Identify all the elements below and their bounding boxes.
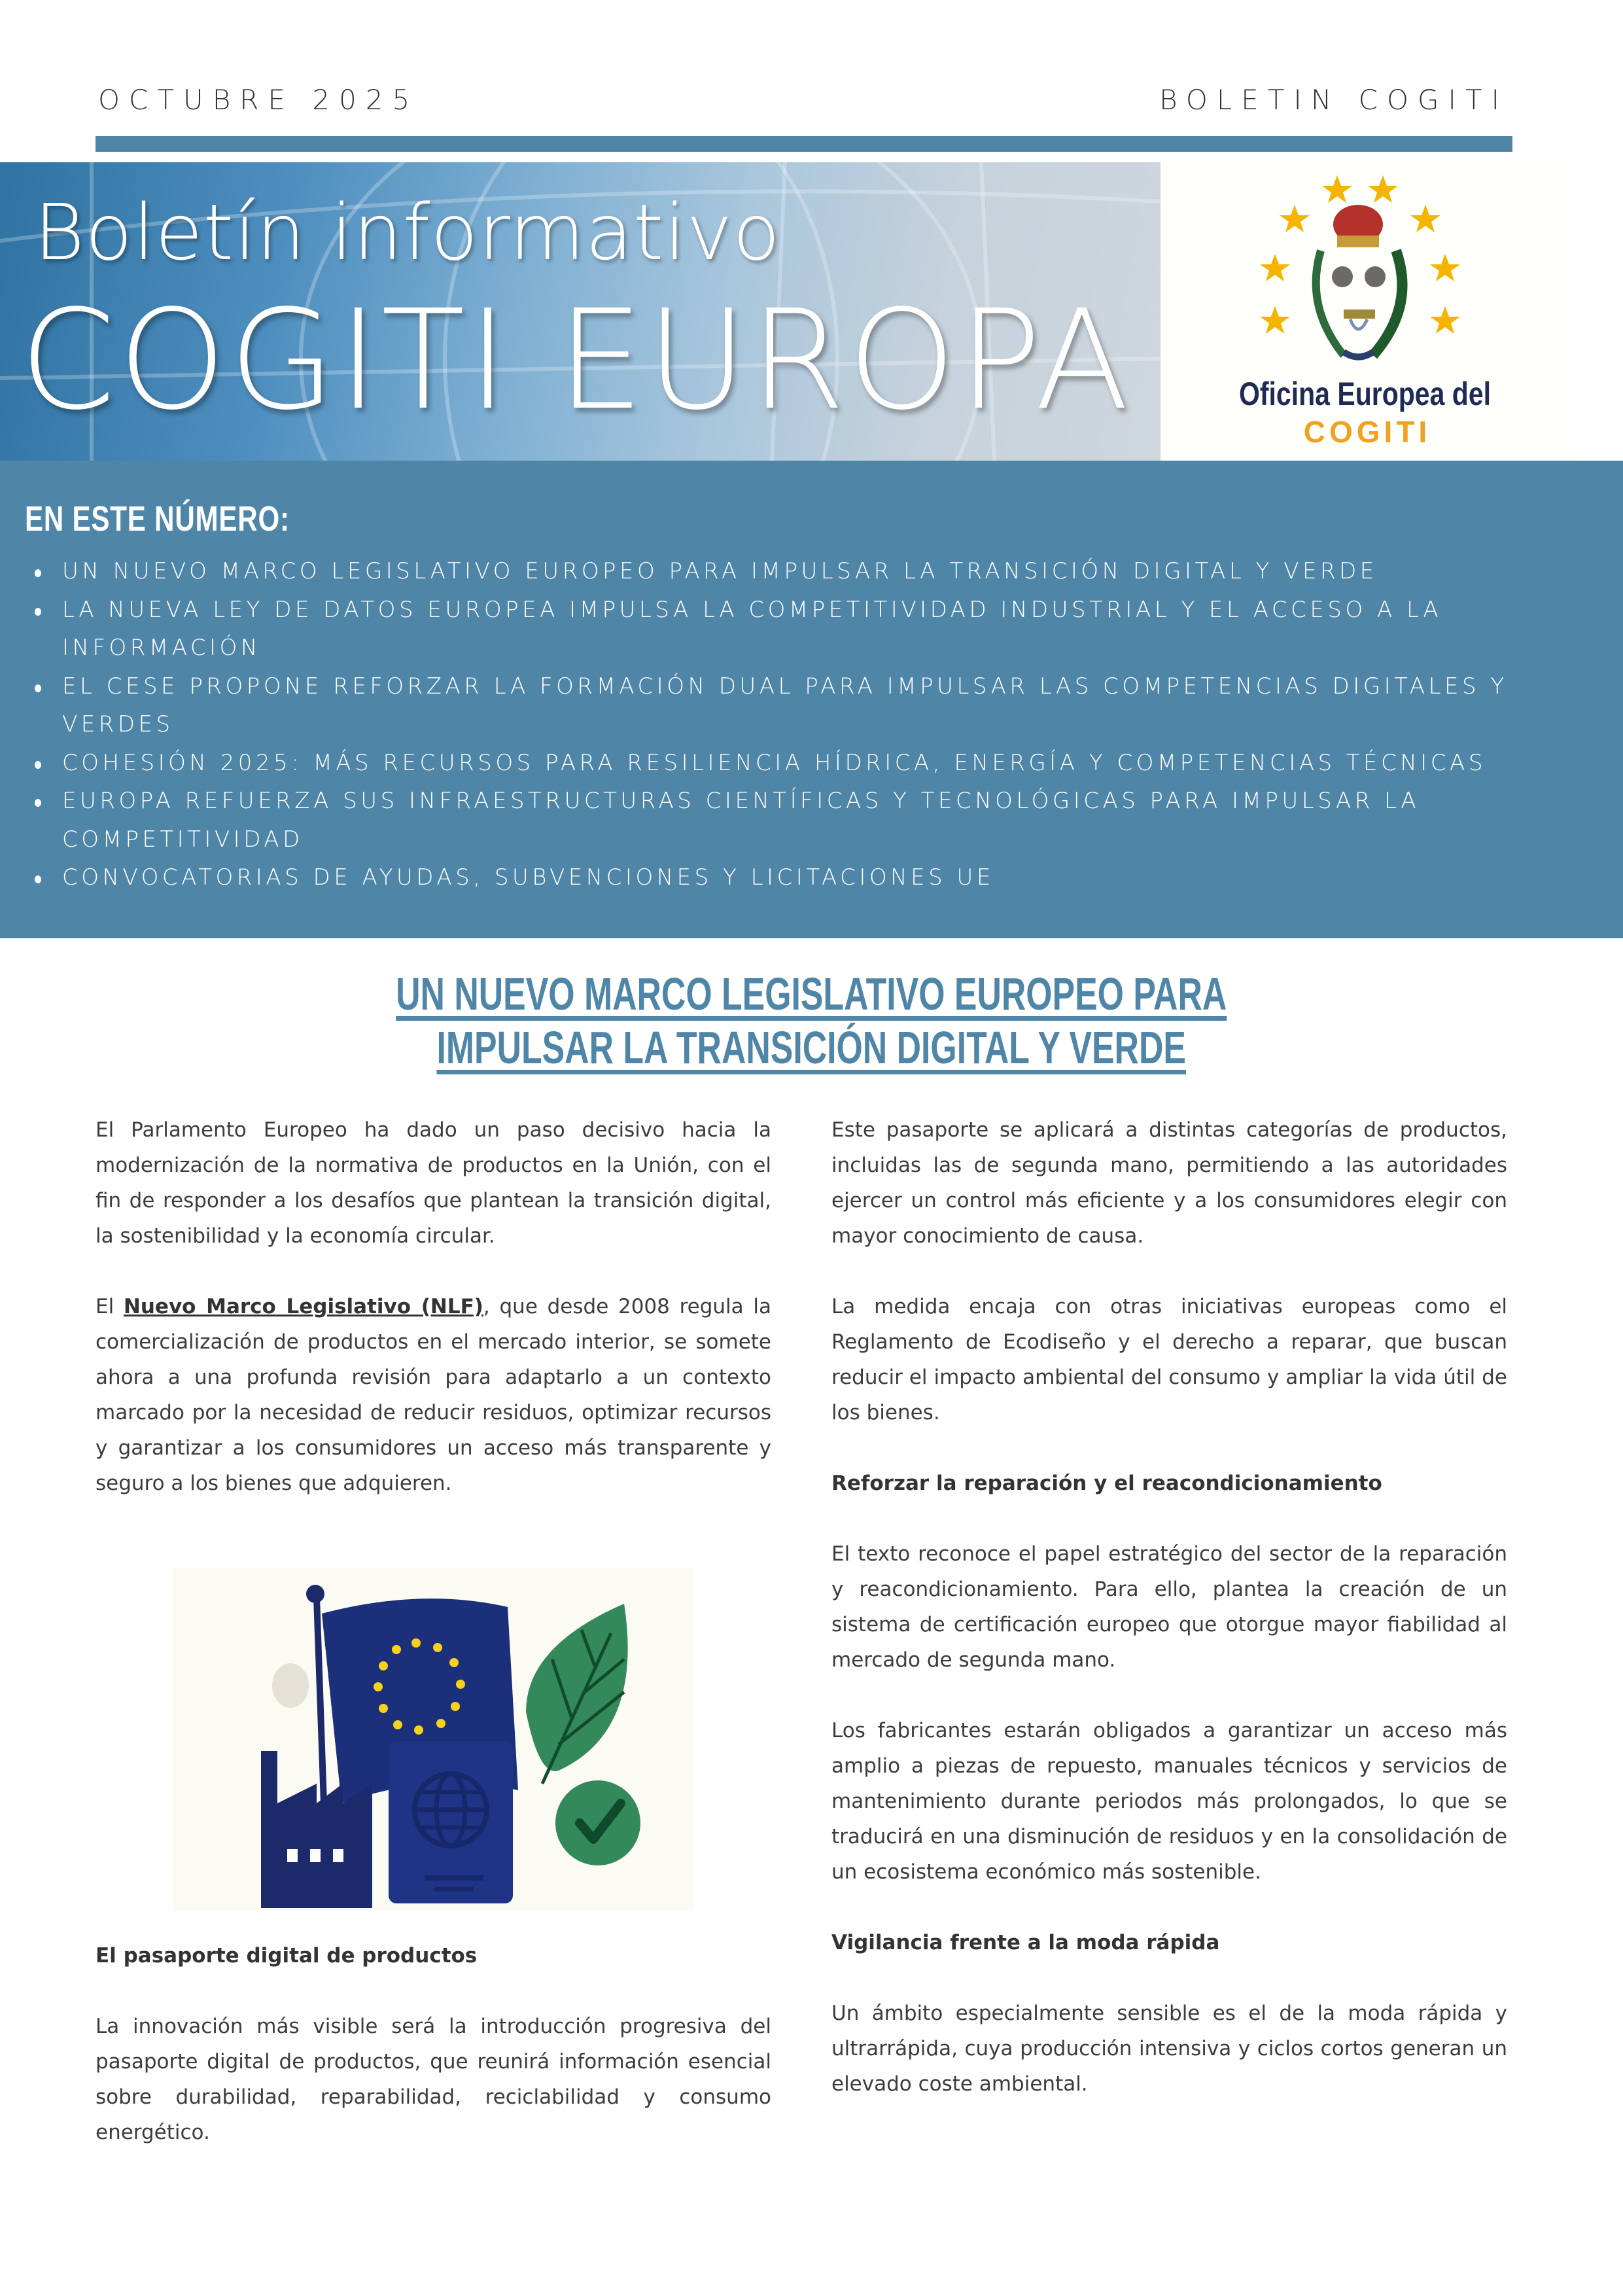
masthead-banner [0, 162, 1161, 461]
toc-item[interactable]: EUROPA REFUERZA SUS INFRAESTRUCTURAS CIENTÍFICAS Y TECNOLÓGICAS PARA IMPULSAR LA COMPETITIVIDAD [62, 782, 1567, 858]
table-of-contents [0, 461, 1623, 938]
article-right-column [831, 1112, 1507, 2102]
masthead-title: COGITI EUROPA [20, 280, 1132, 440]
paragraph: La medida encaja con otras iniciativas europeas como el Reglamento de Ecodiseño y el derecho a reparar, que buscan reducir el impacto ambiental del consumo y ampliar la vida útil de los bienes. [831, 1295, 1507, 1424]
palm-branch-icon [1316, 251, 1344, 355]
masthead-subtitle: Boletín informativo [34, 187, 781, 277]
paragraph: Los fabricantes estarán obligados a garantizar un acceso más amplio a piezas de repuesto, manuales técnicos y servicios de mantenimiento durante periodos más prolongados, lo que se traducirá en una disminución de residuos y en la consolidación de un ecosistema económico más sostenible. [831, 1719, 1507, 1884]
toc-title: EN ESTE NÚMERO: [25, 499, 290, 539]
toc-item[interactable]: COHESIÓN 2025: MÁS RECURSOS PARA RESILIENCIA HÍDRICA, ENERGÍA Y COMPETENCIAS TÉCNICAS [62, 744, 1567, 783]
publication-name: BOLETIN COGITI [1159, 84, 1509, 116]
toc-item[interactable]: EL CESE PROPONE REFORZAR LA FORMACIÓN DUAL PARA IMPULSAR LAS COMPETENCIAS DIGITALES Y VERDES [62, 667, 1567, 744]
toc-item[interactable]: UN NUEVO MARCO LEGISLATIVO EUROPEO PARA IMPULSAR LA TRANSICIÓN DIGITAL Y VERDE [62, 552, 1567, 591]
ribbon-icon [1344, 352, 1373, 357]
header-divider-bar [96, 136, 1512, 152]
issue-date: OCTUBRE 2025 [98, 84, 419, 116]
paragraph: El texto reconoce el papel estratégico del sector de la reparación y reacondicionamiento. Para ello, plantea la creación de un sistema de certificación europeo que otorgue mayor fiabilidad al mercado de segunda mano. [831, 1542, 1507, 1672]
paragraph: Un ámbito especialmente sensible es el de la moda rápida y ultrarrápida, cuya producción intensiva y ciclos cortos generan un elevado coste ambiental. [831, 2002, 1507, 2096]
article-title-line-2: IMPULSAR LA TRANSICIÓN DIGITAL Y VERDE [436, 1022, 1187, 1073]
toc-item[interactable]: LA NUEVA LEY DE DATOS EUROPEA IMPULSA LA COMPETITIVIDAD INDUSTRIAL Y EL ACCESO A LA INFORMACIÓN [62, 591, 1567, 667]
passport-icon [389, 1741, 513, 1903]
article-left-column [96, 1112, 771, 1501]
logo-text-cogiti: COGITI [1303, 415, 1431, 449]
paragraph: Este pasaporte se aplicará a distintas categorías de productos, incluidas las de segunda mano, permitiendo a las autoridades ejercer un control más eficiente y a los consumidores elegir con mayor conocimiento de causa. [831, 1118, 1507, 1248]
cogiti-europe-office-logo [1161, 162, 1573, 461]
paragraph [96, 1289, 771, 1501]
laurel-branch-icon [1373, 251, 1402, 355]
article-title-line-1: UN NUEVO MARCO LEGISLATIVO EUROPEO PARA [396, 968, 1227, 1019]
leaf-icon [526, 1604, 628, 1784]
toc-list [0, 552, 1567, 897]
subheading: El pasaporte digital de productos [96, 1944, 478, 1968]
article-illustration [173, 1568, 693, 1911]
subheading: Reforzar la reparación y el reacondicionamiento [831, 1472, 1382, 1495]
nlf-link[interactable]: Nuevo Marco Legislativo (NLF) [123, 1295, 483, 1318]
paragraph: El Parlamento Europeo ha dado un paso decisivo hacia la modernización de la normativa de productos en la Unión, con el fin de responder a los desafíos que plantean la transición digital, la sostenibilidad y la economía circular. [96, 1118, 771, 1248]
paragraph-text: El [96, 1295, 124, 1318]
toc-item[interactable]: CONVOCATORIAS DE AYUDAS, SUBVENCIONES Y LICITACIONES UE [62, 858, 1567, 897]
paragraph-text: , que desde 2008 regula la comercialización de productos en el mercado interior, se somete ahora a una profunda revisión para adaptarlo a un contexto marcado por la necesidad de reducir residuos, optimizar recursos y garantizar a los consumidores un acceso más transparente y seguro a los bienes que adquieren. [96, 1295, 771, 1495]
article-title [0, 967, 1623, 1074]
logo-text-oficina: Oficina Europea del [1239, 376, 1492, 412]
article-left-column-lower [96, 1938, 771, 2150]
paragraph: La innovación más visible será la introducción progresiva del pasaporte digital de productos, que reunirá información esencial sobre durabilidad, reparabilidad, reciclabilidad y consumo energético. [96, 2015, 771, 2144]
check-circle-icon [555, 1780, 640, 1865]
subheading: Vigilancia frente a la moda rápida [831, 1931, 1220, 1954]
coat-of-arms-emblem-icon [1246, 162, 1507, 372]
